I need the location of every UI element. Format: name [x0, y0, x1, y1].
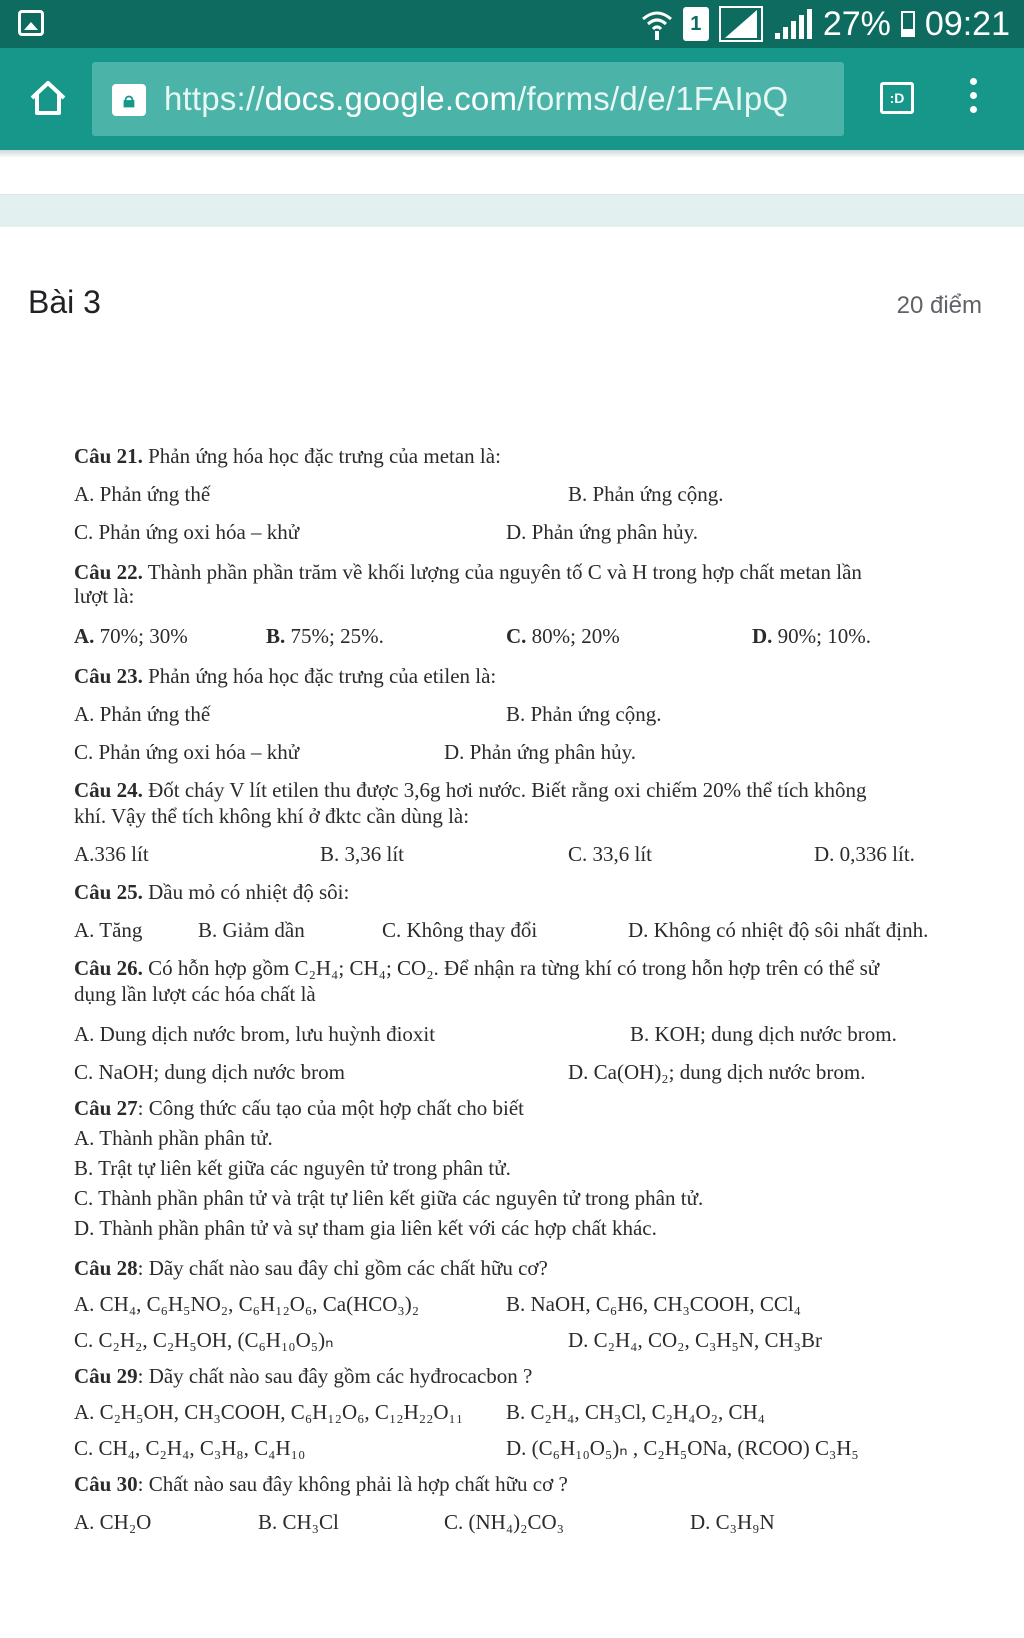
q26-option-a: A. Dung dịch nước brom, lưu huỳnh đioxit — [74, 1022, 436, 1046]
q22-option-d: D. 90%; 10%. — [752, 624, 871, 648]
q27-stem: Câu 27: Công thức cấu tạo của một hợp chất cho biết — [74, 1096, 524, 1120]
q25-option-b: B. Giảm dần — [198, 918, 305, 942]
q22-option-b: B. 75%; 25%. — [266, 624, 384, 648]
q27-option-b: B. Trật tự liên kết giữa các nguyên tử trong phân tử. — [74, 1156, 511, 1180]
q21-option-d: D. Phản ứng phân hủy. — [506, 520, 699, 544]
q22-stem-cont: lượt là: — [74, 584, 135, 608]
q26-option-d: D. Ca(OH)₂; dung dịch nước brom. — [568, 1060, 866, 1084]
q29-option-c: C. CH₄, C₂H₄, C₃H₈, C₄H₁₀ — [74, 1436, 306, 1460]
q23-option-c: C. Phản ứng oxi hóa – khử — [74, 740, 300, 764]
q24-stem: Câu 24. Đốt cháy V lít etilen thu được 3,6g hơi nước. Biết rằng oxi chiếm 20% thể tích không — [74, 778, 867, 802]
question-points: 20 điểm — [896, 292, 982, 319]
q24-stem-cont: khí. Vậy thể tích không khí ở đktc cần dùng là: — [74, 804, 470, 828]
q21-stem: Câu 21. Phản ứng hóa học đặc trưng của metan là: — [74, 444, 501, 468]
q27-option-c: C. Thành phần phân tử và trật tự liên kết giữa các nguyên tử trong phân tử. — [74, 1186, 704, 1210]
q23-option-d: D. Phản ứng phân hủy. — [444, 740, 637, 764]
q21-option-b: B. Phản ứng cộng. — [568, 482, 724, 506]
q25-stem: Câu 25. Dầu mỏ có nhiệt độ sôi: — [74, 880, 350, 904]
q26-stem: Câu 26. Có hỗn hợp gồm C₂H₄; CH₄; CO₂. Để nhận ra từng khí có trong hỗn hợp trên có thể sử — [74, 956, 880, 980]
q28-option-d: D. C₂H₄, CO₂, C₃H₅N, CH₃Br — [568, 1328, 822, 1352]
q30-option-d: D. C₃H₉N — [690, 1510, 775, 1534]
q26-option-b: B. KOH; dung dịch nước brom. — [630, 1022, 897, 1046]
q25-option-a: A. Tăng — [74, 918, 143, 942]
q29-stem: Câu 29: Dãy chất nào sau đây gồm các hyđrocacbon ? — [74, 1364, 533, 1388]
q28-option-c: C. C₂H₂, C₂H₅OH, (C₆H₁₀O₅)ₙ — [74, 1328, 334, 1352]
q23-option-a: A. Phản ứng thế — [74, 702, 211, 726]
q24-option-b: B. 3,36 lít — [320, 842, 405, 866]
question-title: Bài 3 — [28, 284, 101, 320]
battery-percent: 27% — [822, 4, 891, 43]
q28-option-b: B. NaOH, C₆H6, CH₃COOH, CCl₄ — [506, 1292, 801, 1316]
q30-option-b: B. CH₃Cl — [258, 1510, 339, 1534]
q24-option-d: D. 0,336 lít. — [814, 842, 915, 866]
q29-option-d: D. (C₆H₁₀O₅)ₙ , C₂H₅ONa, (RCOO) C₃H₅ — [506, 1436, 859, 1460]
q24-option-a: A.336 lít — [74, 842, 149, 866]
q23-option-b: B. Phản ứng cộng. — [506, 702, 662, 726]
q21-option-c: C. Phản ứng oxi hóa – khử — [74, 520, 300, 544]
q30-option-c: C. (NH₄)₂CO₃ — [444, 1510, 564, 1534]
q25-option-c: C. Không thay đổi — [382, 918, 538, 942]
q26-stem-cont: dụng lần lượt các hóa chất là — [74, 982, 316, 1006]
q27-option-a: A. Thành phần phân tử. — [74, 1126, 273, 1150]
q26-option-c: C. NaOH; dung dịch nước brom — [74, 1060, 345, 1084]
q23-stem: Câu 23. Phản ứng hóa học đặc trưng của etilen là: — [74, 664, 497, 688]
q22-option-c: C. 80%; 20% — [506, 624, 620, 648]
q30-stem: Câu 30: Chất nào sau đây không phải là hợp chất hữu cơ ? — [74, 1472, 568, 1496]
q27-option-d: D. Thành phần phân tử và sự tham gia liên kết với các hợp chất khác. — [74, 1216, 657, 1240]
q24-option-c: C. 33,6 lít — [568, 842, 653, 866]
lock-icon: 🔒︎ — [112, 84, 146, 116]
q22-option-a: A. 70%; 30% — [74, 624, 188, 648]
q29-option-a: A. C₂H₅OH, CH₃COOH, C₆H₁₂O₆, C₁₂H₂₂O₁₁ — [74, 1400, 464, 1424]
q29-option-b: B. C₂H₄, CH₃Cl, C₂H₄O₂, CH₄ — [506, 1400, 765, 1424]
sim-slot-icon: 1 — [683, 7, 709, 41]
clock: 09:21 — [924, 4, 1010, 43]
q28-option-a: A. CH₄, C₆H₅NO₂, C₆H₁₂O₆, Ca(HCO₃)₂ — [74, 1292, 420, 1316]
q25-option-d: D. Không có nhiệt độ sôi nhất định. — [628, 918, 929, 942]
q21-option-a: A. Phản ứng thế — [74, 482, 211, 506]
q28-stem: Câu 28: Dãy chất nào sau đây chỉ gồm các chất hữu cơ? — [74, 1256, 548, 1280]
q30-option-a: A. CH₂O — [74, 1510, 152, 1534]
url-text[interactable]: https://docs.google.com/forms/d/e/1FAIpQ — [164, 80, 789, 117]
q22-stem: Câu 22. Thành phần phần trăm về khối lượng của nguyên tố C và H trong hợp chất metan lần — [74, 560, 862, 584]
tab-switcher-button[interactable]: :D — [880, 82, 914, 114]
